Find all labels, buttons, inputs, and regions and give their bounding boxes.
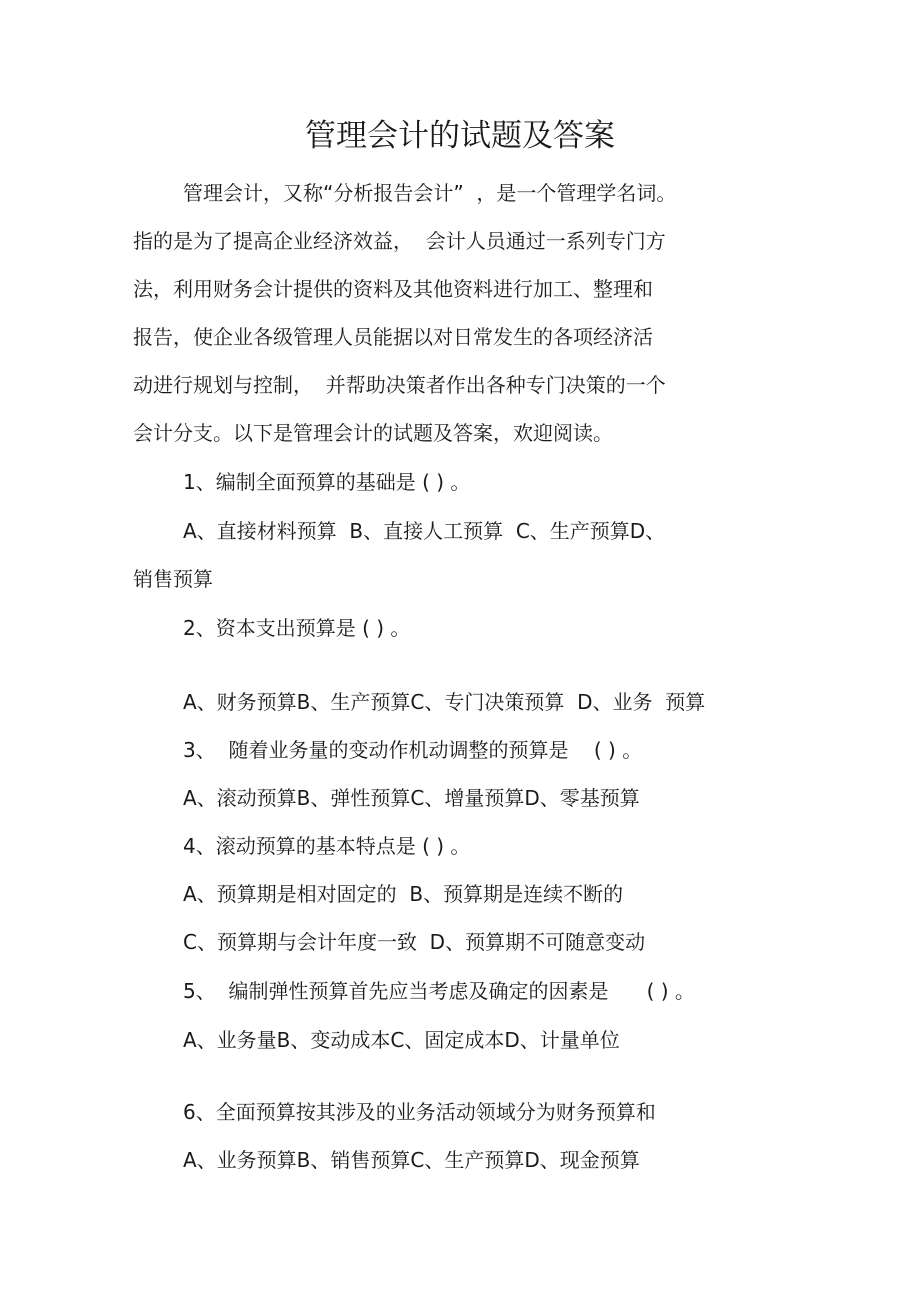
question-options: A、预算期是相对固定的 B、预算期是连续不断的	[183, 882, 624, 906]
intro-line: 指的是为了提高企业经济效益， 会计人员通过一系列专门方	[133, 229, 666, 253]
question-options: C、预算期与会计年度一致 D、预算期不可随意变动	[183, 930, 646, 954]
question-stem: 4、滚动预算的基本特点是 ( ) 。	[183, 834, 471, 858]
intro-line: 会计分支。以下是管理会计的试题及答案，欢迎阅读。	[133, 421, 613, 445]
intro-line: 动进行规划与控制， 并帮助决策者作出各种专门决策的一个	[133, 373, 666, 397]
question-stem: 1、编制全面预算的基础是 ( ) 。	[183, 470, 471, 494]
intro-line: 管理会计，又称“分析报告会计” ，是一个管理学名词。	[183, 181, 677, 205]
question-options: A、财务预算B、生产预算C、专门决策预算 D、业务 预算	[183, 690, 706, 714]
question-stem: 5、 编制弹性预算首先应当考虑及确定的因素是 ( ) 。	[183, 979, 695, 1003]
question-stem: 2、资本支出预算是 ( ) 。	[183, 616, 411, 640]
question-stem: 6、全面预算按其涉及的业务活动领域分为财务预算和	[183, 1100, 656, 1124]
intro-line: 法，利用财务会计提供的资料及其他资料进行加工、整理和	[133, 277, 653, 301]
question-stem: 3、 随着业务量的变动作机动调整的预算是 ( ) 。	[183, 738, 643, 762]
question-options: 销售预算	[133, 567, 213, 591]
question-options: A、直接材料预算 B、直接人工预算 C、生产预算D、	[183, 519, 666, 543]
question-options: A、滚动预算B、弹性预算C、增量预算D、零基预算	[183, 786, 640, 810]
document-title: 管理会计的试题及答案	[305, 118, 615, 154]
question-options: A、业务量B、变动成本C、固定成本D、计量单位	[183, 1028, 620, 1052]
intro-line: 报告，使企业各级管理人员能据以对日常发生的各项经济活	[133, 325, 653, 349]
question-options: A、业务预算B、销售预算C、生产预算D、现金预算	[183, 1148, 640, 1172]
